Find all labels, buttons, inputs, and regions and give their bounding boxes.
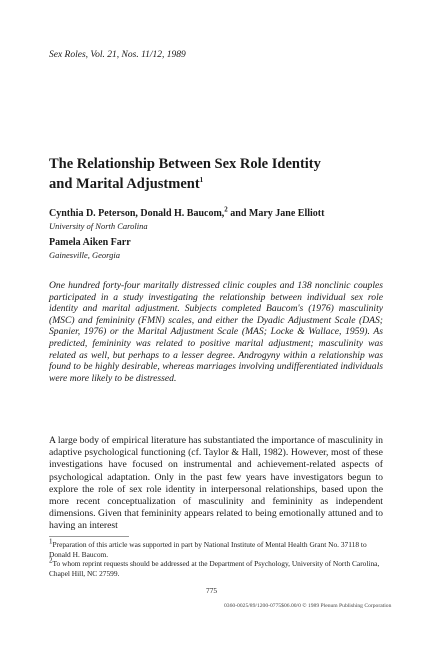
title-line-1: The Relationship Between Sex Role Identity — [49, 156, 321, 172]
footnote-1 — [49, 537, 383, 559]
footnotes — [49, 537, 383, 578]
journal-citation: Sex Roles, Vol. 21, Nos. 11/12, 1989 — [49, 50, 186, 60]
author-footnote-mark: 2 — [224, 205, 228, 214]
footnote-1-mark: 1 — [49, 537, 53, 546]
title-footnote-mark: 1 — [199, 176, 204, 185]
copyright-line: 0360-0025/89/1200-0775$06.00/0 © 1989 Plenum Publishing Corporation — [224, 603, 392, 609]
footnote-divider — [49, 536, 129, 537]
author-list — [49, 205, 325, 219]
abstract: One hundred forty-four maritally distressed clinic couples and 138 nonclinic couples participated in a study investigating the relationship between individual sex role identity and marital adjustment. Subjects completed Baucom's (1976) masculinity (MSC) and femininity (FMN) scales, and either the Dyadic Adjustment Scale (DAS; Spanier, 1976) or the Marital Adjustment Scale (MAS; Locke & Wallace, 1959). As predicted, femininity was related to positive marital adjustment; masculinity was related as well, but perhaps to a lesser degree. Androgyny within a relationship was found to be highly desirable, whereas marriages involving undifferentiated individuals were more likely to be distressed. — [49, 280, 383, 384]
author-2: Pamela Aiken Farr — [49, 237, 131, 248]
body-paragraph: A large body of empirical literature has substantiated the importance of masculinity in adaptive psychological functioning (cf. Taylor & Hall, 1982). However, most of these investigations have focused on instrumental and achievement-related aspects of psychological adaptation. Only in the past few years have investigators begun to explore the role of sex role identity in interpersonal relationships, based upon the more recent conceptualization of masculinity and femininity as independent dimensions. Given that femininity appears related to being emotionally attuned and to having an interest — [49, 435, 383, 532]
authors-part-b: and Mary Jane Elliott — [227, 208, 325, 219]
footnote-2-mark: 2 — [49, 556, 53, 565]
authors-part-a: Cynthia D. Peterson, Donald H. Baucom, — [49, 208, 225, 219]
title-line-2-text: and Marital Adjustment — [49, 176, 200, 192]
affiliation-2: Gainesville, Georgia — [49, 250, 120, 260]
footnote-1-text: Preparation of this article was supported in part by National Institute of Mental Health Grant No. 37118 to Donald H. Baucom. — [49, 540, 367, 559]
page-number: 775 — [206, 586, 218, 595]
article-title — [49, 154, 389, 194]
footnote-2 — [49, 556, 383, 578]
affiliation-1: University of North Carolina — [49, 221, 148, 231]
footnote-2-text: To whom reprint requests should be addressed at the Department of Psychology, University of North Carolina, Chapel Hill, NC 27599. — [49, 559, 380, 578]
title-line-2 — [49, 174, 389, 194]
